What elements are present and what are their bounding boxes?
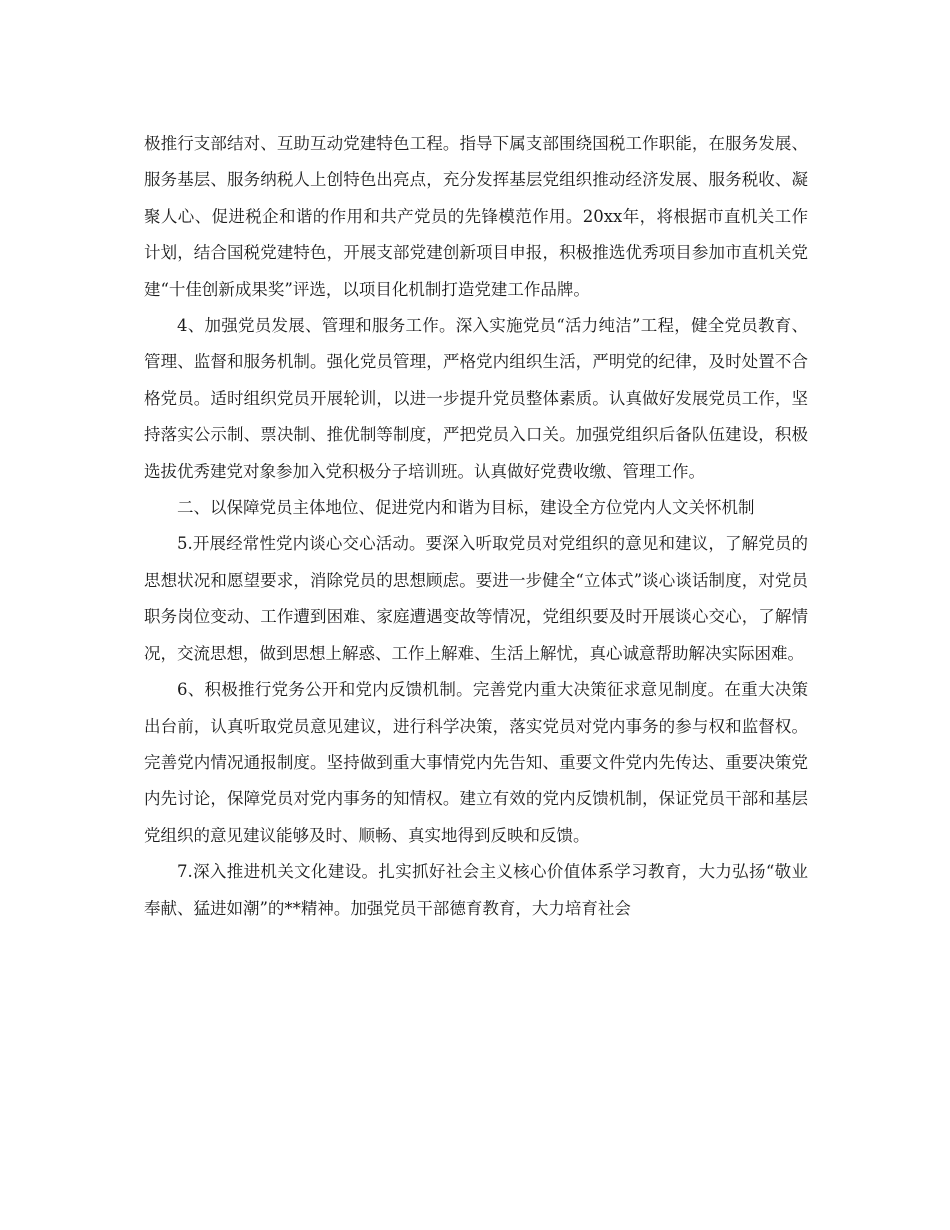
paragraph-1: 极推行支部结对、互助互动党建特色工程。指导下属支部围绕国税工作职能，在服务发展、服务基层、服务纳税人上创特色出亮点，充分发挥基层党组织推动经济发展、服务税收、凝聚人心、促进税企和谐的作用和共产党员的先锋模范作用。20xx年，将根据市直机关工作计划，结合国税党建特色，开展支部党建创新项目申报，积极推选优秀项目参加市直机关党建“十佳创新成果奖”评选，以项目化机制打造党建工作品牌。	[144, 134, 808, 299]
paragraph-3: 二、以保障党员主体地位、促进党内和谐为目标，建设全方位党内人文关怀机制	[177, 498, 755, 518]
paragraph-5: 6、积极推行党务公开和党内反馈机制。完善党内重大决策征求意见制度。在重大决策出台前，认真听取党员意见建议，进行科学决策，落实党员对党内事务的参与权和监督权。完善党内情况通报制度。坚持做到重大事情党内先告知、重要文件党内先传达、重要决策党内先讨论，保障党员对党内事务的知情权。建立有效的党内反馈机制，保证党员干部和基层党组织的意见建议能够及时、顺畅、真实地得到反映和反馈。	[144, 680, 808, 845]
paragraph-4: 5.开展经常性党内谈心交心活动。要深入听取党员对党组织的意见和建议，了解党员的思想状况和愿望要求，消除党员的思想顾虑。要进一步健全“立体式”谈心谈话制度，对党员职务岗位变动、工作遭到困难、家庭遭遇变故等情况，党组织要及时开展谈心交心，了解情况，交流思想，做到思想上解惑、工作上解难、生活上解忧，真心诚意帮助解决实际困难。	[144, 534, 808, 663]
document-body	[144, 126, 808, 927]
paragraph-2: 4、加强党员发展、管理和服务工作。深入实施党员“活力纯洁”工程，健全党员教育、管理、监督和服务机制。强化党员管理，严格党内组织生活，严明党的纪律，及时处置不合格党员。适时组织党员开展轮训，以进一步提升党员整体素质。认真做好发展党员工作，坚持落实公示制、票决制、推优制等制度，严把党员入口关。加强党组织后备队伍建设，积极选拔优秀建党对象参加入党积极分子培训班。认真做好党费收缴、管理工作。	[144, 316, 808, 481]
paragraph-6: 7.深入推进机关文化建设。扎实抓好社会主义核心价值体系学习教育，大力弘扬“敬业奉献、猛进如潮”的**精神。加强党员干部德育教育，大力培育社会	[144, 862, 808, 918]
